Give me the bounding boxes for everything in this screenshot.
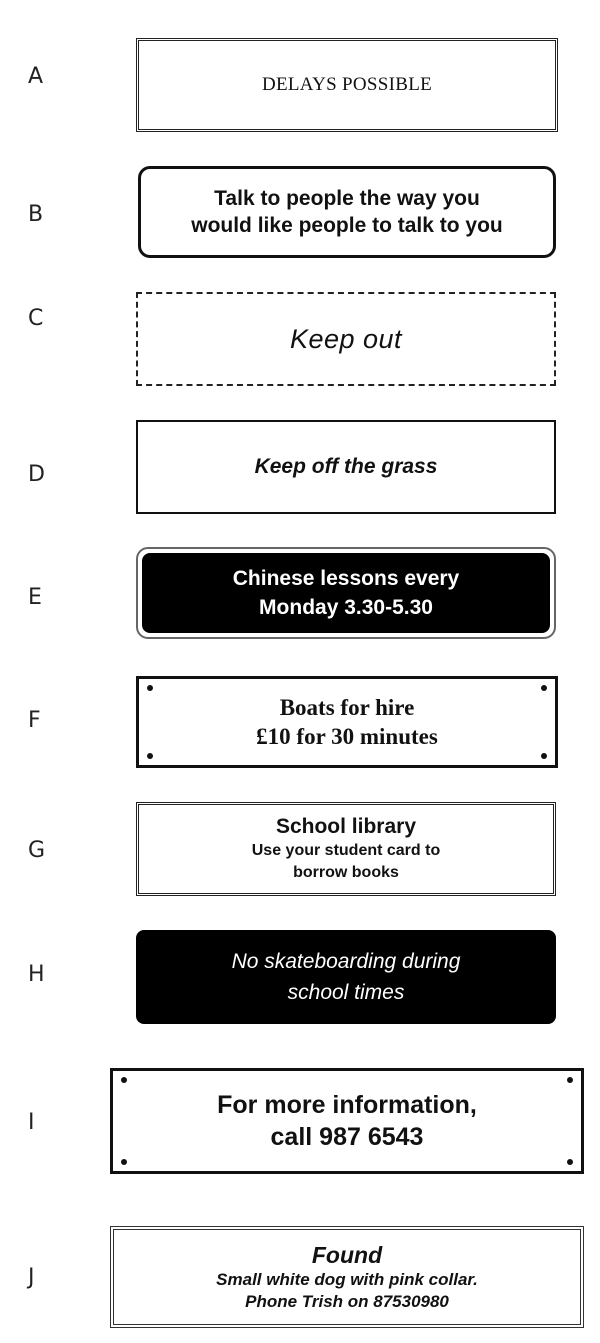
sign-e-line-2: Monday 3.30-5.30 <box>259 596 433 619</box>
sign-label-a: A <box>28 64 44 89</box>
sign-label-b: B <box>28 202 44 227</box>
sign-j-line-2: Small white dog with pink collar. <box>216 1269 478 1289</box>
sign-f-line-2: £10 for 30 minutes <box>256 724 438 749</box>
sign-label-g: G <box>28 838 46 863</box>
sign-a-notice <box>136 38 558 132</box>
sign-label-f: F <box>28 708 41 733</box>
sign-h-line-2: school times <box>287 981 405 1004</box>
screw-dot <box>541 685 547 691</box>
screw-dot <box>121 1159 127 1165</box>
screw-dot <box>567 1077 573 1083</box>
sign-e-panel <box>142 553 550 633</box>
sign-i-notice <box>110 1068 584 1174</box>
sign-d-notice <box>136 420 556 514</box>
sign-c-text: Keep out <box>289 323 403 354</box>
sign-g-notice <box>136 802 556 896</box>
sign-c-notice <box>136 292 556 386</box>
sign-label-e: E <box>28 585 42 610</box>
sign-label-j: J <box>28 1265 35 1290</box>
sign-e-line-1: Chinese lessons every <box>232 567 460 590</box>
sign-f-notice <box>136 676 558 768</box>
screw-dot <box>541 753 547 759</box>
sign-b-line-1: Talk to people the way you <box>214 187 480 210</box>
sign-label-h: H <box>28 962 45 987</box>
sign-g-line-3: borrow books <box>293 864 399 881</box>
sign-label-d: D <box>28 462 45 487</box>
sign-i-line-2: call 987 6543 <box>270 1123 424 1151</box>
sign-h-line-1: No skateboarding during <box>231 950 461 973</box>
sign-e-notice <box>136 547 556 639</box>
sign-j-title: Found <box>311 1241 383 1268</box>
sign-label-c: C <box>28 306 44 331</box>
screw-dot <box>147 685 153 691</box>
sign-b-notice <box>138 166 556 258</box>
screw-dot <box>567 1159 573 1165</box>
screw-dot <box>121 1077 127 1083</box>
sign-f-line-1: Boats for hire <box>279 695 415 720</box>
sign-h-notice <box>136 930 556 1024</box>
screw-dot <box>147 753 153 759</box>
sign-label-i: I <box>28 1110 35 1135</box>
sign-a-text: DELAYS POSSIBLE <box>261 74 433 95</box>
sign-j-line-3: Phone Trish on 87530980 <box>245 1291 449 1311</box>
sign-g-title: School library <box>275 815 417 838</box>
sign-g-line-2: Use your student card to <box>251 842 441 859</box>
sign-j-notice <box>110 1226 584 1328</box>
sign-i-line-1: For more information, <box>217 1091 477 1119</box>
sign-b-line-2: would like people to talk to you <box>191 214 503 237</box>
sign-d-text: Keep off the grass <box>254 455 438 478</box>
